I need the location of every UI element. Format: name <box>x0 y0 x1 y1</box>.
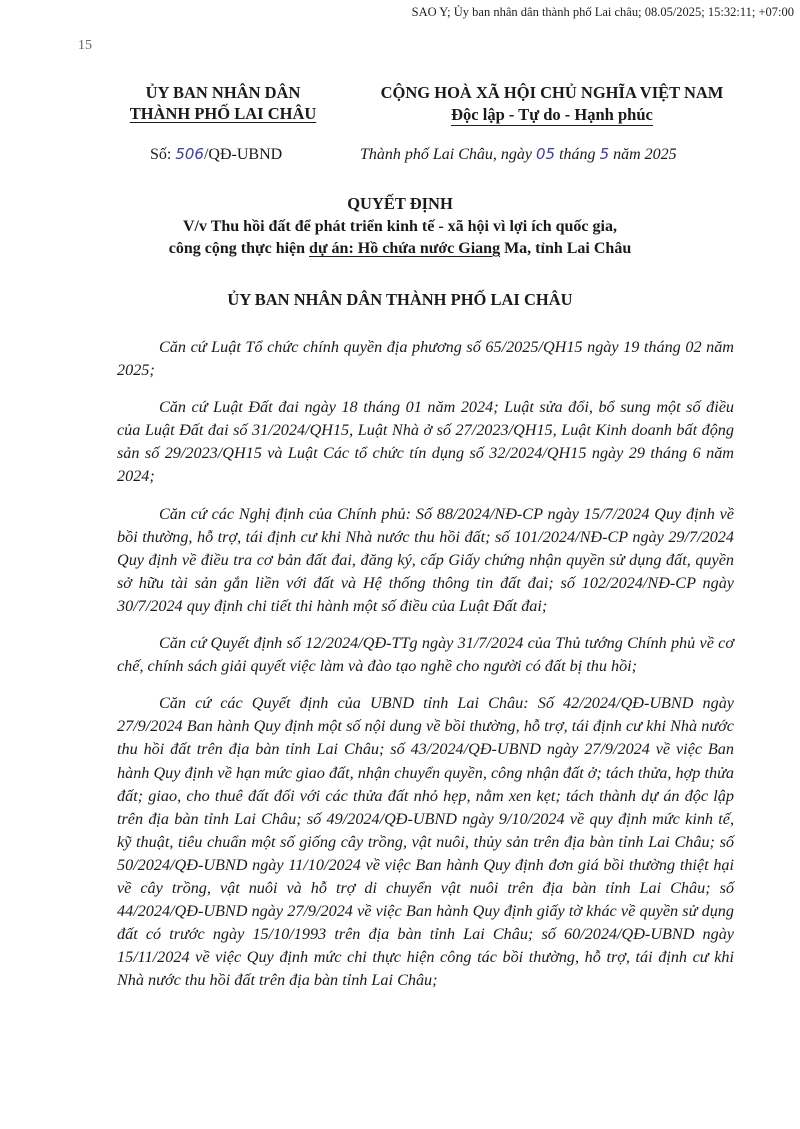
date-month-label: tháng <box>559 146 600 163</box>
subject-line-2a: công cộng thực hiện <box>168 240 310 257</box>
date-year: năm 2025 <box>609 146 677 163</box>
document-subject <box>60 216 740 260</box>
doc-number-prefix: Số: <box>150 146 176 163</box>
subject-line-1: V/v Thu hồi đất để phát triển kinh tế - xã hội vì lợi ích quốc gia, <box>183 218 617 235</box>
date-day-handwritten: 05 <box>536 145 556 163</box>
subject-line-2c: Ma, tỉnh Lai Châu <box>500 240 632 257</box>
legal-basis-paragraph: Căn cứ các Nghị định của Chính phủ: Số 88/2024/NĐ-CP ngày 15/7/2024 Quy định về bồi thường, hỗ trợ, tái định cư khi Nhà nước thu hồi đất; số 101/2024/NĐ-CP ngày 29/7/2024 Quy định về điều tra cơ bản đất đai, đăng ký, cấp Giấy chứng nhận quyền sử dụng đất, quyền sở hữu tài sản gắn liền với đất và Hệ thống thông tin đất đai; số 102/2024/NĐ-CP ngày 30/7/2024 quy định chi tiết thi hành một số điều của Luật Đất đai; <box>117 504 734 615</box>
national-header <box>352 82 752 126</box>
legal-basis-paragraph: Căn cứ Quyết định số 12/2024/QĐ-TTg ngày 31/7/2024 của Thủ tướng Chính phủ về cơ chế, chính sách giải quyết việc làm và đào tạo nghề cho người có đất bị thu hồi; <box>117 634 734 676</box>
legal-basis-paragraph: Căn cứ Luật Tổ chức chính quyền địa phương số 65/2025/QH15 ngày 19 tháng 02 năm 2025; <box>117 338 734 380</box>
legal-basis-paragraph: Căn cứ các Quyết định của UBND tỉnh Lai Châu: Số 42/2024/QĐ-UBND ngày 27/9/2024 Ban hành Quy định một số nội dung về bồi thường, hỗ trợ, tái định cư khi Nhà nước thu hồi đất trên địa bàn tỉnh Lai Châu; số 43/2024/QĐ-UBND ngày 27/9/2024 về việc Ban hành Quy định về hạn mức giao đất, nhận chuyển quyền, công nhận đất ở; tách thửa, hợp thửa đất; giao, cho thuê đất đối với các thửa đất nhỏ hẹp, nằm xen kẹt; tách thành dự án độc lập trên địa bàn tỉnh Lai Châu; số 49/2024/QĐ-UBND ngày 9/10/2024 về quy định mức kinh tế, kỹ thuật, tiêu chuẩn một số giống cây trồng, vật nuôi, thủy sản trên địa bàn tỉnh Lai Châu; số 50/2024/QĐ-UBND ngày 11/10/2024 về việc Ban hành Quy định đơn giá bồi thường thiệt hại về cây trồng, vật nuôi và hỗ trợ di chuyển vật nuôi trên địa bàn tỉnh Lai Châu; số 44/2024/QĐ-UBND ngày 27/9/2024 về việc Ban hành Quy định giấy tờ khác về quyền sử dụng đất có trước ngày 15/10/1993 trên địa bàn tỉnh Lai Châu; số 60/2024/QĐ-UBND ngày 15/11/2024 về việc Quy định mức chi thực hiện công tác bồi thường, hỗ trợ, tái định cư khi Nhà nước thu hồi đất trên địa bàn tỉnh Lai Châu; <box>117 694 734 990</box>
issuer-line-1: ỦY BAN NHÂN DÂN <box>145 83 301 102</box>
document-number <box>150 145 282 164</box>
national-motto: CỘNG HOÀ XÃ HỘI CHỦ NGHĨA VIỆT NAM <box>380 83 724 102</box>
date-month-handwritten: 5 <box>599 145 610 163</box>
doc-number-handwritten: 506 <box>175 145 204 163</box>
subject-line-2 <box>60 238 740 260</box>
legal-basis-paragraph: Căn cứ Luật Đất đai ngày 18 tháng 01 năm 2024; Luật sửa đổi, bổ sung một số điều của Luật Đất đai số 31/2024/QH15, Luật Nhà ở số 27/2023/QH15, Luật Kinh doanh bất động sản số 29/2023/QH15 và Luật Các tổ chức tín dụng số 32/2024/QH15 ngày 29 tháng 6 năm 2024; <box>117 398 734 486</box>
place-date-prefix: Thành phố Lai Châu, ngày <box>360 146 537 163</box>
issuing-authority: ỦY BAN NHÂN DÂN THÀNH PHỐ LAI CHÂU <box>227 290 573 309</box>
place-and-date <box>360 145 677 164</box>
page-mark: 15 <box>78 38 92 53</box>
document-title: QUYẾT ĐỊNH <box>347 194 453 213</box>
issuer-line-2: THÀNH PHỐ LAI CHÂU <box>129 104 317 123</box>
national-slogan-wrap <box>352 104 752 126</box>
document-body <box>117 336 734 992</box>
national-slogan: Độc lập - Tự do - Hạnh phúc <box>451 105 653 124</box>
digital-copy-stamp: SAO Y; Ủy ban nhân dân thành phố Lai châu; 08.05/2025; 15:32:11; +07:00 <box>411 5 794 19</box>
issuer-header <box>98 82 348 124</box>
subject-project-name: dự án: Hồ chứa nước Giang <box>309 240 501 257</box>
doc-number-suffix: /QĐ-UBND <box>203 146 283 163</box>
